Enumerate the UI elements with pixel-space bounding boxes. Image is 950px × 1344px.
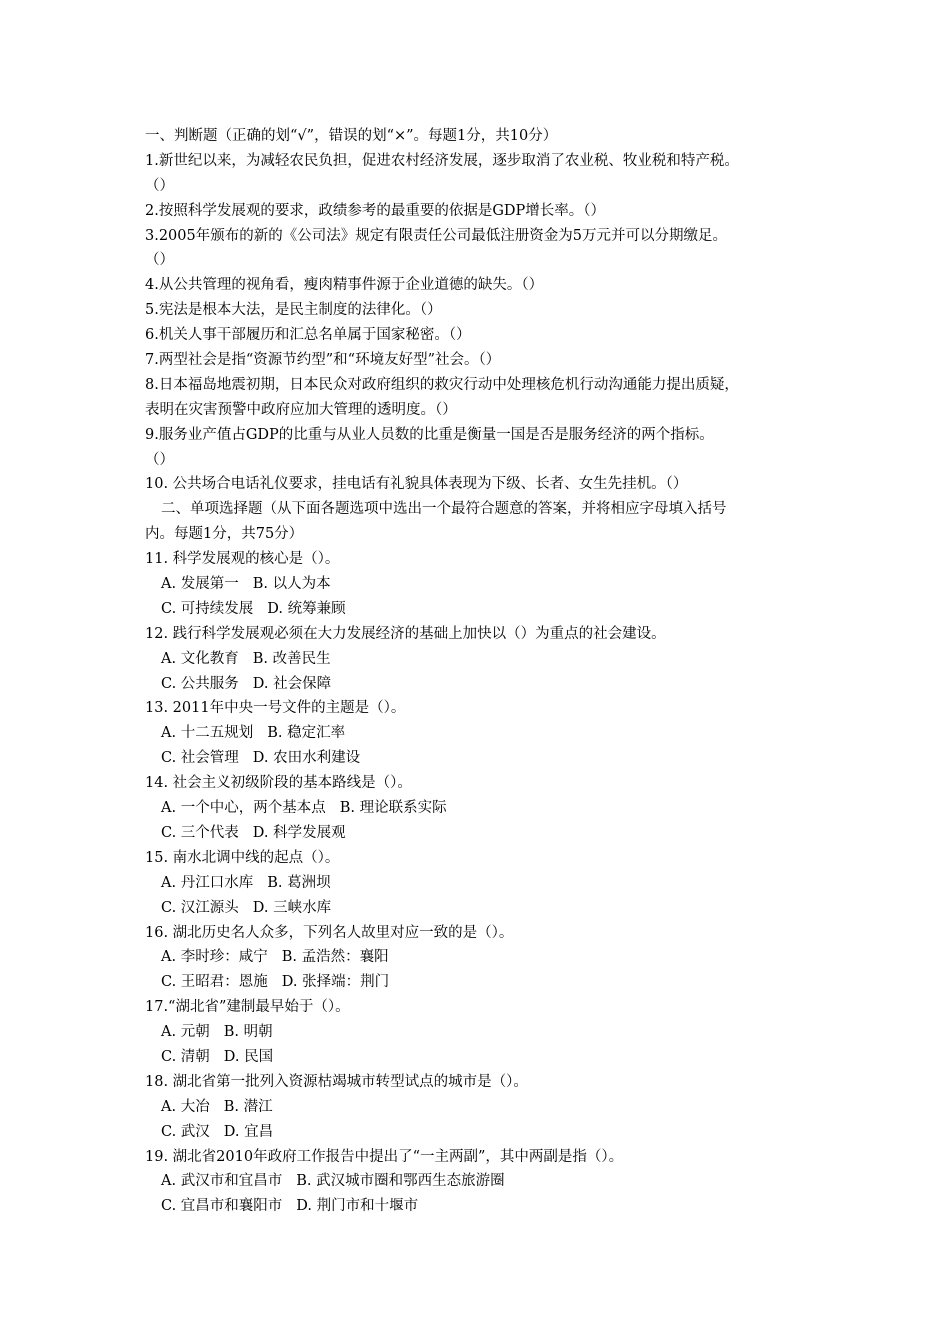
mc-option-d: D. 宜昌	[223, 1123, 274, 1140]
mc-options-row	[145, 821, 817, 846]
mc-options-row	[145, 796, 817, 821]
mc-option-a: A. 大冶	[161, 1098, 210, 1115]
mc-question-17: 17.“湖北省”建制最早始于（）。	[145, 999, 350, 1016]
mc-options-row	[145, 871, 817, 896]
tf-item-1: 1.新世纪以来，为减轻农民负担，促进农村经济发展，逐步取消了农业税、牧业税和特产税。	[145, 152, 739, 169]
mc-options-row	[145, 945, 817, 970]
exam-document	[145, 124, 817, 1219]
mc-options-row	[145, 647, 817, 672]
mc-option-d: D. 科学发展观	[252, 824, 346, 841]
mc-options-row	[145, 970, 817, 995]
mc-options-row	[145, 1169, 817, 1194]
mc-options-row	[145, 1095, 817, 1120]
mc-question-18: 18. 湖北省第一批列入资源枯竭城市转型试点的城市是（）。	[145, 1073, 528, 1090]
mc-option-c: C. 王昭君：恩施	[161, 974, 268, 991]
mc-question-19: 19. 湖北省2010年政府工作报告中提出了“一主两副”，其中两副是指（）。	[145, 1148, 624, 1165]
mc-option-a: A. 发展第一	[161, 576, 239, 593]
mc-option-b: B. 潜江	[223, 1098, 273, 1115]
mc-question-12: 12. 践行科学发展观必须在大力发展经济的基础上加快以（）为重点的社会建设。	[145, 625, 666, 642]
mc-options-row	[145, 597, 817, 622]
mc-option-c: C. 三个代表	[161, 824, 239, 841]
mc-question-16: 16. 湖北历史名人众多，下列名人故里对应一致的是（）。	[145, 924, 514, 941]
mc-option-b: B. 稳定汇率	[267, 725, 346, 742]
mc-option-d: D. 三峡水库	[252, 899, 332, 916]
mc-option-d: D. 统筹兼顾	[267, 600, 346, 617]
section1-title: 一、判断题（正确的划“√”，错误的划“×”。每题1分，共10分）	[145, 128, 558, 144]
mc-options-row	[145, 1194, 817, 1219]
mc-options-row	[145, 746, 817, 771]
mc-option-a: A. 文化教育	[161, 650, 239, 667]
tf-item-10: 10. 公共场合电话礼仪要求，挂电话有礼貌具体表现为下级、长者、女生先挂机。（）	[145, 476, 688, 493]
mc-question-11: 11. 科学发展观的核心是（）。	[145, 551, 340, 568]
mc-option-a: A. 武汉市和宜昌市	[161, 1173, 283, 1190]
mc-option-b: B. 孟浩然：襄阳	[281, 949, 389, 966]
mc-option-d: D. 张择端：荆门	[281, 974, 390, 991]
tf-item-8: 8.日本福岛地震初期，日本民众对政府组织的救灾行动中处理核危机行动沟通能力提出质疑，	[145, 376, 739, 393]
mc-option-d: D. 荆门市和十堰市	[296, 1198, 419, 1215]
mc-question-13: 13. 2011年中央一号文件的主题是（）。	[145, 700, 406, 717]
mc-options-row	[145, 721, 817, 746]
mc-option-b: B. 武汉城市圈和鄂西生态旅游圈	[296, 1173, 505, 1190]
mc-option-a: A. 一个中心，两个基本点	[161, 800, 326, 817]
mc-options-row	[145, 572, 817, 597]
tf-item-4: 4.从公共管理的视角看，瘦肉精事件源于企业道德的缺失。（）	[145, 277, 544, 294]
mc-option-b: B. 明朝	[223, 1024, 273, 1041]
mc-option-c: C. 武汉	[161, 1123, 210, 1140]
mc-question-15: 15. 南水北调中线的起点（）。	[145, 849, 340, 866]
mc-options-row	[145, 1045, 817, 1070]
mc-option-b: B. 葛洲坝	[267, 874, 331, 891]
mc-option-d: D. 社会保障	[252, 675, 332, 692]
tf-item-5: 5.宪法是根本大法，是民主制度的法律化。（）	[145, 302, 442, 319]
mc-option-c: C. 宜昌市和襄阳市	[161, 1198, 283, 1215]
mc-option-a: A. 李时珍：咸宁	[161, 949, 268, 966]
mc-options-row	[145, 896, 817, 921]
mc-options-row	[145, 1120, 817, 1145]
mc-option-a: A. 十二五规划	[161, 725, 254, 742]
mc-option-d: D. 民国	[223, 1048, 274, 1065]
tf-item-9: 9.服务业产值占GDP的比重与从业人员数的比重是衡量一国是否是服务经济的两个指标。	[145, 426, 714, 443]
mc-option-d: D. 农田水利建设	[252, 750, 361, 767]
mc-option-b: B. 以人为本	[252, 576, 331, 593]
tf-item-7: 7.两型社会是指“资源节约型”和“环境友好型”社会。（）	[145, 352, 501, 369]
mc-option-a: A. 元朝	[161, 1024, 210, 1041]
mc-option-c: C. 清朝	[161, 1048, 210, 1065]
mc-option-b: B. 理论联系实际	[339, 800, 447, 817]
section2-title-line2: 内。每题1分，共75分）	[145, 526, 304, 543]
mc-option-b: B. 改善民生	[252, 650, 331, 667]
mc-options-row	[145, 1020, 817, 1045]
section2-questions	[145, 547, 817, 1219]
tf-item-8-tail: 表明在灾害预警中政府应加大管理的透明度。（）	[145, 401, 457, 418]
mc-option-c: C. 公共服务	[161, 675, 239, 692]
mc-question-14: 14. 社会主义初级阶段的基本路线是（）。	[145, 775, 412, 792]
section1-items	[145, 149, 817, 497]
tf-item-2: 2.按照科学发展观的要求，政绩参考的最重要的依据是GDP增长率。（）	[145, 202, 606, 219]
mc-option-c: C. 汉江源头	[161, 899, 239, 916]
tf-item-3-tail: （）	[145, 252, 174, 269]
mc-option-c: C. 可持续发展	[161, 600, 254, 617]
tf-item-6: 6.机关人事干部履历和汇总名单属于国家秘密。（）	[145, 327, 471, 344]
mc-option-c: C. 社会管理	[161, 750, 239, 767]
mc-option-a: A. 丹江口水库	[161, 874, 254, 891]
tf-item-9-tail: （）	[145, 451, 174, 468]
tf-item-3: 3.2005年颁布的新的《公司法》规定有限责任公司最低注册资金为5万元并可以分期缴足。	[145, 227, 727, 244]
tf-item-1-tail: （）	[145, 177, 174, 194]
mc-options-row	[145, 672, 817, 697]
section2-title-line1: 二、单项选择题（从下面各题选项中选出一个最符合题意的答案，并将相应字母填入括号	[161, 501, 727, 518]
